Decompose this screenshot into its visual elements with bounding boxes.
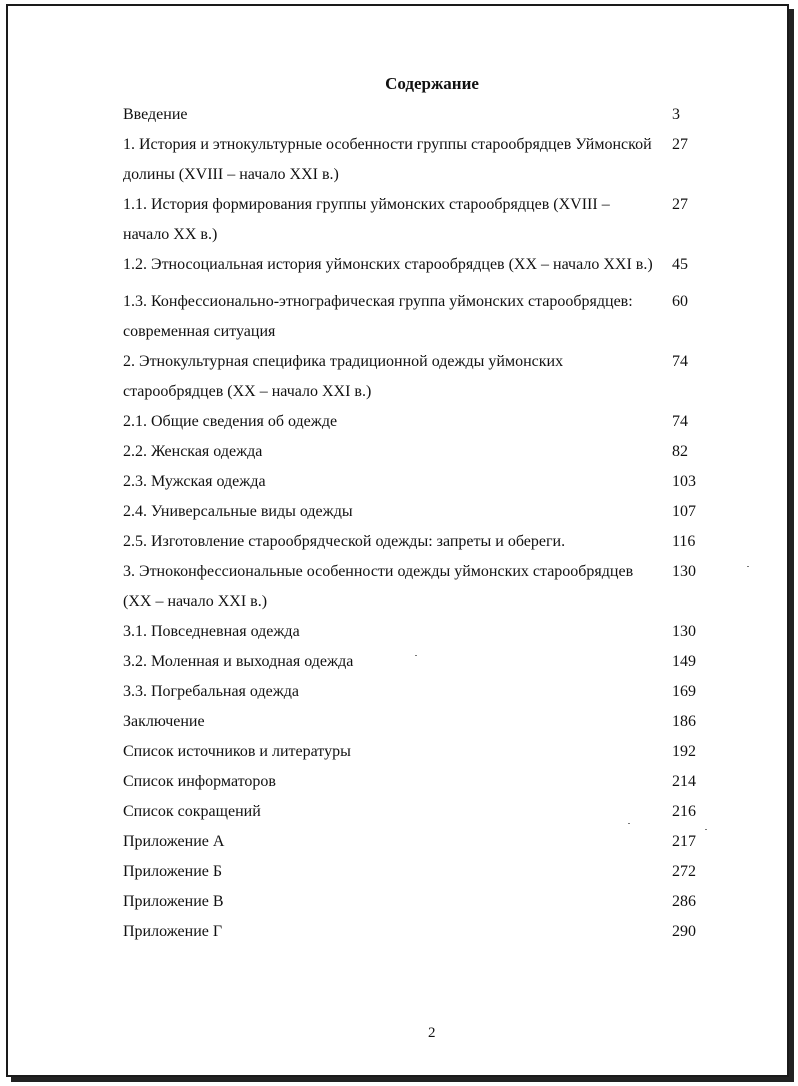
toc-entry-label: Приложение Б	[123, 863, 223, 880]
toc-entry-page: 74	[672, 413, 688, 430]
toc-entry-section-1-1	[123, 190, 713, 250]
toc-entry-label: Приложение А	[123, 833, 225, 850]
toc-entry-abbreviations	[123, 797, 713, 827]
toc-entry-label: Приложение В	[123, 893, 224, 910]
toc-entry-appendix-v	[123, 887, 713, 917]
toc-entry-section-3-2	[123, 647, 713, 677]
toc-entry-page: 74	[672, 353, 688, 370]
toc-entry-label: 3.1. Повседневная одежда	[123, 623, 300, 640]
toc-entry-section-2-5	[123, 527, 713, 557]
toc-entry-section-2-4	[123, 497, 713, 527]
toc-entry-page: 192	[672, 743, 696, 760]
toc-entry-appendix-a	[123, 827, 713, 857]
toc-entry-page: 103	[672, 473, 696, 490]
toc-entry-label: 1.1. История формирования группы уймонских старообрядцев (XVIII – начало XX в.)	[123, 196, 610, 243]
scan-speck	[628, 823, 630, 824]
toc-entry-page: 169	[672, 683, 696, 700]
toc-entry-page: 60	[672, 293, 688, 310]
toc-entry-page: 3	[672, 106, 680, 123]
toc-entry-appendix-g	[123, 917, 713, 947]
toc-entry-page: 82	[672, 443, 688, 460]
toc-entry-page: 216	[672, 803, 696, 820]
toc-entry-page: 217	[672, 833, 696, 850]
toc-entry-page: 272	[672, 863, 696, 880]
toc-entry-page: 130	[672, 563, 696, 580]
toc-entry-page: 107	[672, 503, 696, 520]
scan-speck	[705, 829, 707, 830]
toc-entry-section-3-3	[123, 677, 713, 707]
toc-entry-label: 2.5. Изготовление старообрядческой одежды: запреты и обереги.	[123, 533, 566, 550]
toc-entry-chapter-2	[123, 347, 713, 407]
toc-entry-chapter-3	[123, 557, 713, 617]
toc-entry-label: 3.2. Моленная и выходная одежда	[123, 653, 354, 670]
toc-entry-section-2-2	[123, 437, 713, 467]
toc-entry-page: 214	[672, 773, 696, 790]
table-of-contents	[123, 100, 713, 947]
toc-entry-label: 2.3. Мужская одежда	[123, 473, 266, 490]
toc-entry-intro	[123, 100, 713, 130]
page-shadow-right	[789, 9, 794, 1082]
toc-entry-label: 2.4. Универсальные виды одежды	[123, 503, 353, 520]
toc-entry-section-1-2	[123, 250, 713, 280]
toc-entry-label: 3. Этноконфессиональные особенности одежды уймонских старообрядцев (XX – начало XXI в.)	[123, 563, 634, 610]
toc-entry-page: 286	[672, 893, 696, 910]
toc-entry-page: 130	[672, 623, 696, 640]
toc-entry-section-1-3	[123, 287, 713, 347]
toc-entry-page: 27	[672, 136, 688, 153]
toc-entry-appendix-b	[123, 857, 713, 887]
scan-speck	[415, 655, 417, 656]
toc-entry-section-3-1	[123, 617, 713, 647]
toc-entry-label: Приложение Г	[123, 923, 223, 940]
toc-entry-label: 3.3. Погребальная одежда	[123, 683, 299, 700]
toc-entry-label: 2. Этнокультурная специфика традиционной одежды уймонских старообрядцев (XX – начало XXI в.)	[123, 353, 564, 400]
scan-speck	[747, 566, 749, 567]
page-shadow-bottom	[11, 1077, 794, 1082]
toc-entry-page: 290	[672, 923, 696, 940]
toc-entry-label: Список информаторов	[123, 773, 276, 790]
toc-entry-page: 149	[672, 653, 696, 670]
toc-entry-page: 27	[672, 196, 688, 213]
toc-entry-label: 2.2. Женская одежда	[123, 443, 263, 460]
toc-entry-label: Список сокращений	[123, 803, 261, 820]
toc-entry-page: 186	[672, 713, 696, 730]
toc-entry-section-2-1	[123, 407, 713, 437]
toc-entry-informants	[123, 767, 713, 797]
toc-entry-label: Заключение	[123, 713, 205, 730]
toc-entry-section-2-3	[123, 467, 713, 497]
toc-entry-label: 1.3. Конфессионально-этнографическая группа уймонских старообрядцев: современная ситуация	[123, 293, 633, 340]
toc-entry-bibliography	[123, 737, 713, 767]
toc-entry-label: 1. История и этнокультурные особенности группы старообрядцев Уймонской долины (XVIII – начало XXI в.)	[123, 136, 652, 183]
toc-entry-page: 116	[672, 533, 696, 550]
toc-title: Содержание	[385, 74, 479, 93]
toc-entry-conclusion	[123, 707, 713, 737]
toc-entry-chapter-1	[123, 130, 713, 190]
toc-entry-label: Список источников и литературы	[123, 743, 351, 760]
toc-entry-label: 1.2. Этносоциальная история уймонских старообрядцев (XX – начало XXI в.)	[123, 256, 653, 273]
toc-entry-label: Введение	[123, 106, 188, 123]
toc-entry-label: 2.1. Общие сведения об одежде	[123, 413, 338, 430]
page-number: 2	[428, 1025, 436, 1041]
toc-entry-page: 45	[672, 256, 688, 273]
